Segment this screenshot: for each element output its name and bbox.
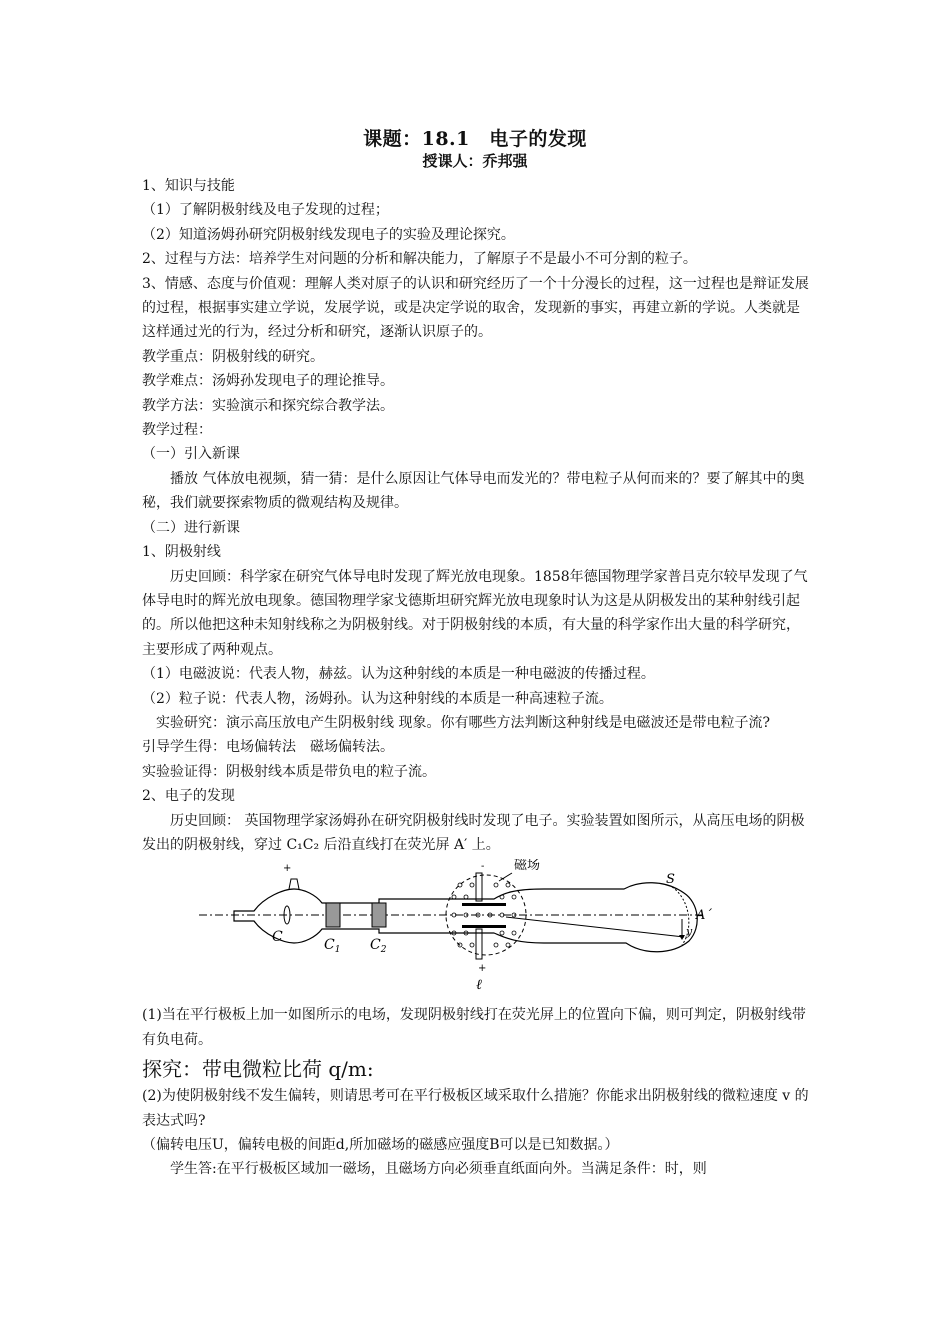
deflected-beam xyxy=(506,917,684,937)
explore-heading: 探究：带电微粒比荷 q/m: xyxy=(142,1057,374,1082)
thomson-tube-diagram xyxy=(194,859,714,999)
thomson-apparatus-figure xyxy=(142,859,812,999)
section-new-heading: （二）进行新课 xyxy=(142,519,240,536)
lesson-title: 课题：18.1 电子的发现 xyxy=(363,128,587,150)
label-magnetic-field: 磁场 xyxy=(514,859,541,874)
upper-plate-stem xyxy=(476,873,482,901)
objective-heading-knowledge: 1、知识与技能 xyxy=(142,178,235,194)
y-arrow-head xyxy=(679,935,685,940)
label-cathode: C xyxy=(272,929,283,946)
verify-paragraph: 实验验证得：阴极射线本质是带负电的粒子流。 xyxy=(142,763,436,780)
teaching-focus: 教学重点：阴极射线的研究。 xyxy=(142,348,324,365)
anode-nub xyxy=(289,879,299,889)
guide-paragraph: 引导学生得：电场偏转法 磁场偏转法。 xyxy=(142,739,394,756)
label-screen: S xyxy=(666,872,675,888)
objective-knowledge-2: （2）知道汤姆孙研究阴极射线发现电子的实验及理论探究。 xyxy=(142,226,515,243)
electron-discovery-heading: 2、电子的发现 xyxy=(142,788,235,805)
given-data-note: （偏转电压U，偏转电极的间距d,所加磁场的磁感应强度B可以是已知数据。） xyxy=(142,1137,619,1153)
label-a-prime: A´ xyxy=(696,908,712,924)
collimator-c2 xyxy=(372,903,386,927)
upper-plate xyxy=(462,903,506,906)
history-paragraph-2: 历史回顾： 英国物理学家汤姆孙在研究阴极射线时发现了电子。实验装置如图所示，从高压电场的阴极发出的阴极射线，穿过 C₁C₂ 后沿直线打在荧光屏 A′ 上。 xyxy=(142,812,805,853)
experiment-paragraph: 实验研究：演示高压放电产生阴极射线 现象。你有哪些方法判断这种射线是电磁波还是带电粒子流? xyxy=(156,714,770,731)
history-paragraph-1: 历史回顾：科学家在研究气体导电时发现了辉光放电现象。1858年德国物理学家普吕克尔较早发现了气体导电时的辉光放电现象。德国物理学家戈德斯坦研究辉光放电现象时认为这是从阴极发出的某种射线引起的。所以他把这种未知射线称之为阴极射线。对于阴极射线的本质，有大量的科学家作出大量的科学研究，主要形成了两种观点。 xyxy=(142,568,808,658)
question-1: (1)当在平行极板上加一如图所示的电场，发现阴极射线打在荧光屏上的位置向下偏，则可判定，阴极射线带有负电荷。 xyxy=(142,1007,806,1048)
student-answer: 学生答:在平行极板区域加一磁场，且磁场方向必须垂直纸面向外。当满足条件：时，则 xyxy=(170,1161,707,1178)
plus-sign-left: + xyxy=(283,863,292,875)
minus-sign-top: - xyxy=(481,861,485,873)
lesson-author: 授课人：乔邦强 xyxy=(422,152,528,170)
objective-knowledge-1: （1）了解阴极射线及电子发现的过程； xyxy=(142,202,389,219)
label-c1: $C_1$ xyxy=(324,937,341,956)
teaching-difficulty: 教学难点：汤姆孙发现电子的理论推导。 xyxy=(142,373,394,390)
objective-process-method: 2、过程与方法：培养学生对问题的分析和解决能力，了解原子不是最小不可分割的粒子。 xyxy=(142,251,697,268)
label-y: y xyxy=(686,925,693,939)
view-particle: （2）粒子说：代表人物，汤姆孙。认为这种射线的本质是一种高速粒子流。 xyxy=(142,690,613,707)
cathode-ray-heading: 1、阴极射线 xyxy=(142,544,221,561)
question-2: (2)为使阴极射线不发生偏转，则请思考可在平行极板区域采取什么措施？你能求出阴极射线的微粒速度 v 的表达式吗? xyxy=(142,1088,809,1129)
lesson-body xyxy=(142,174,812,1182)
view-electromagnetic: （1）电磁波说：代表人物，赫兹。认为这种射线的本质是一种电磁波的传播过程。 xyxy=(142,666,655,683)
field-pointer xyxy=(499,873,512,881)
lower-plate xyxy=(462,925,506,928)
label-c2: $C_2$ xyxy=(370,937,387,956)
teaching-process: 教学过程： xyxy=(142,422,212,439)
section-intro-heading: （一）引入新课 xyxy=(142,446,240,463)
plus-sign-bottom: + xyxy=(478,963,487,975)
teaching-method: 教学方法：实验演示和探究综合教学法。 xyxy=(142,397,394,414)
objective-values: 3、情感、态度与价值观：理解人类对原子的认识和研究经历了一个十分漫长的过程，这一过程也是辩证发展的过程，根据事实建立学说，发展学说，或是决定学说的取舍，发现新的事实，再建立新的学说。人类就是这样通过光的行为，经过分析和研究，逐渐认识原子的。 xyxy=(142,275,809,341)
section-intro-paragraph: 播放 气体放电视频，猜一猜：是什么原因让气体导电而发光的？带电粒子从何而来的？要了解其中的奥秘，我们就要探索物质的微观结构及规律。 xyxy=(142,470,805,512)
label-length: ℓ xyxy=(476,977,482,994)
collimator-c1 xyxy=(326,903,340,927)
